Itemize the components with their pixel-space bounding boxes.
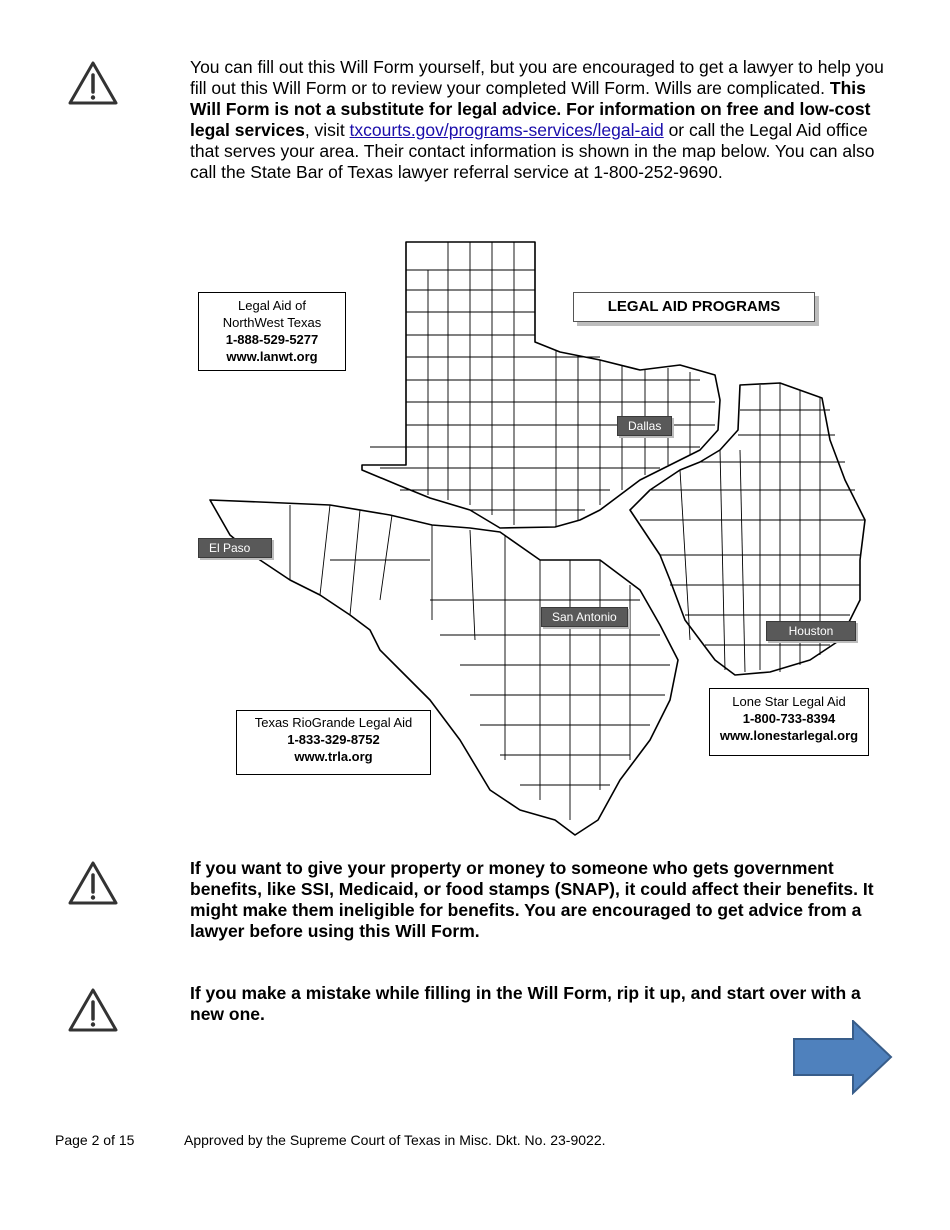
lsla-box — [709, 688, 869, 756]
texas-legal-aid-map — [0, 230, 950, 850]
trla-name: Texas RioGrande Legal Aid — [254, 715, 413, 730]
government-benefits-warning: If you want to give your property or money to someone who gets government benefits, like SSI, Medicaid, or food stamps (SNAP), it could affect their benefits. It might make them ineligible for benefits. You are encouraged to get advice from a lawyer before using this Will Form. — [190, 858, 874, 941]
lsla-name: Lone Star Legal Aid — [732, 694, 846, 709]
legal-advice-notice: You can fill out this Will Form yourself, but you are encouraged to get a lawyer to help you fill out this Will Form or to review your completed Will Form. Wills are complicated. This Will Form is not a substitute for legal advice. For information on free and low-cost legal services, visit txcourts.gov/programs-services/legal-aid or call the Legal Aid office that serves your area. Their contact information is shown in the map below. You can also call the State Bar of Texas lawyer referral service at 1-800-252-9690. — [190, 57, 884, 182]
city-label-houston: Houston — [766, 621, 856, 641]
map-title: LEGAL AID PROGRAMS — [573, 292, 815, 322]
page-number: Page 2 of 15 — [55, 1132, 135, 1148]
nwtx-name-line1: Legal Aid of — [238, 298, 306, 313]
city-label-san-antonio: San Antonio — [541, 607, 628, 627]
trla-website: www.trla.org — [294, 749, 373, 764]
nwtx-phone: 1-888-529-5277 — [225, 332, 319, 347]
warning-icon — [67, 60, 119, 106]
warning-icon — [67, 987, 119, 1033]
city-label-el-paso: El Paso — [198, 538, 272, 558]
nwtx-name-line2: NorthWest Texas — [222, 315, 322, 330]
trla-box — [236, 710, 431, 775]
legal-aid-link[interactable]: txcourts.gov/programs-services/legal-aid — [349, 120, 664, 140]
approval-note: Approved by the Supreme Court of Texas in Misc. Dkt. No. 23-9022. — [184, 1132, 606, 1148]
texas-map-graphic — [0, 230, 950, 850]
city-label-dallas: Dallas — [617, 416, 672, 436]
nwtx-website: www.lanwt.org — [226, 349, 318, 364]
trla-phone: 1-833-329-8752 — [287, 732, 380, 747]
nwtx-legal-aid-box — [198, 292, 346, 371]
warning-icon — [67, 860, 119, 906]
lsla-website: www.lonestarlegal.org — [719, 728, 859, 743]
mistake-warning: If you make a mistake while filling in the Will Form, rip it up, and start over with a new one. — [190, 983, 861, 1024]
next-page-arrow-icon[interactable] — [793, 1020, 893, 1095]
lsla-phone: 1-800-733-8394 — [742, 711, 836, 726]
